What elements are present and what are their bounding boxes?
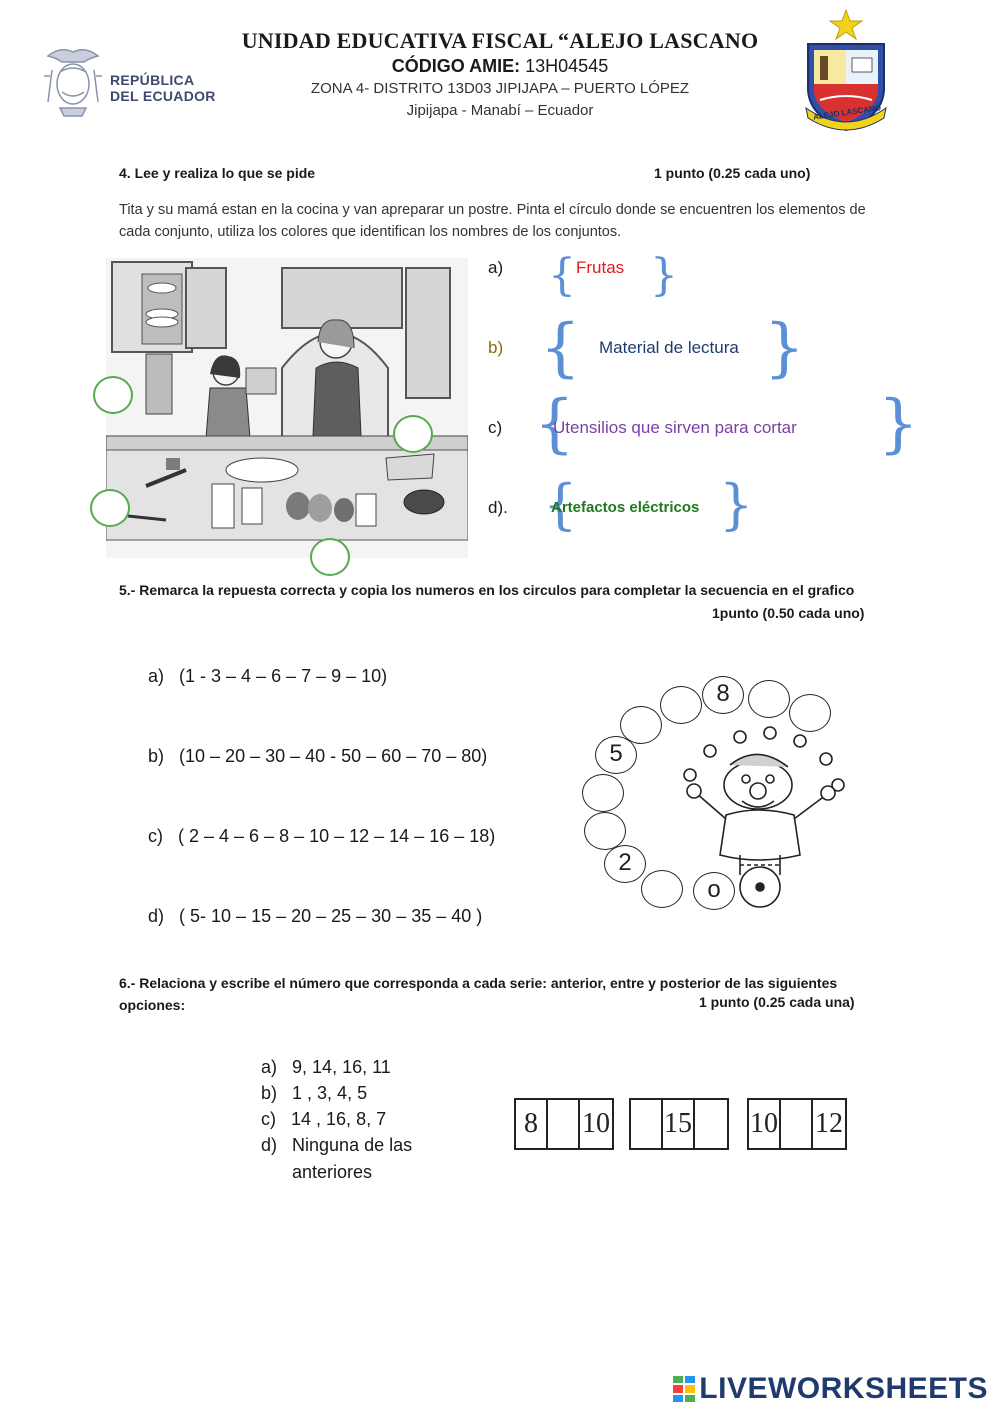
- sequence-circle[interactable]: [582, 774, 624, 812]
- q5-option-b[interactable]: b) (10 – 20 – 30 – 40 - 50 – 60 – 70 – 80): [148, 746, 488, 766]
- sequence-circle[interactable]: [584, 812, 626, 850]
- set-a-label: Frutas: [576, 258, 625, 277]
- q5-option-d[interactable]: d) ( 5- 10 – 15 – 20 – 25 – 30 – 35 – 40 ): [148, 906, 483, 926]
- city-text: Jipijapa - Manabí – Ecuador: [406, 102, 594, 119]
- q5-option-a[interactable]: a) (1 - 3 – 4 – 6 – 7 – 9 – 10): [148, 666, 388, 686]
- set-c-open-brace: {: [534, 387, 575, 461]
- q6-points: 1 punto (0.25 cada una): [699, 994, 855, 1010]
- sequence-circle-top[interactable]: 8: [702, 676, 744, 714]
- q6-option-b[interactable]: b) 1 , 3, 4, 5: [261, 1083, 368, 1103]
- sequence-circle[interactable]: [641, 870, 683, 908]
- q6-option-c[interactable]: c) 14 , 16, 8, 7: [261, 1109, 387, 1129]
- sequence-circle-bottom[interactable]: o: [693, 872, 735, 910]
- set-c-label: Utensilios que sirven para cortar: [553, 418, 797, 437]
- set-b-letter: b): [488, 338, 504, 357]
- liveworksheets-icon: [673, 1376, 695, 1402]
- q4-title: 4. Lee y realiza lo que se pide: [119, 165, 316, 181]
- liveworksheets-brand: LIVEWORKSHEETS: [699, 1372, 988, 1405]
- school-name: UNIDAD EDUCATIVA FISCAL “ALEJO LASCANO: [241, 28, 759, 53]
- ecuador-coat-of-arms-icon: [40, 42, 106, 122]
- set-d-letter: d).: [488, 498, 508, 517]
- shield-banner-text: ALEJO LASCANO: [812, 103, 882, 122]
- amie-code: [180, 56, 820, 77]
- paint-circle-2[interactable]: [393, 415, 433, 453]
- set-d-label: Artefactos eléctricos: [551, 499, 700, 516]
- amie-code-value: 13H04545: [525, 56, 609, 76]
- q6-option-a[interactable]: a) 9, 14, 16, 11: [261, 1057, 391, 1077]
- q6-title: 6.- Relaciona y escribe el número que corresponda a cada serie: anterior, entre y posterior de las siguientes opciones:: [119, 975, 838, 1013]
- kitchen-illustration: [106, 258, 468, 558]
- set-a-letter: a): [488, 258, 504, 277]
- set-a-close-brace: }: [650, 250, 678, 301]
- paint-circle-3[interactable]: [90, 489, 130, 527]
- set-b-open-brace: {: [540, 311, 581, 385]
- number-box-answer[interactable]: [781, 1100, 813, 1148]
- number-box-group-1: [514, 1098, 614, 1150]
- number-box-group-2: [629, 1098, 729, 1150]
- number-box-cell: 12: [815, 1108, 843, 1139]
- sequence-circle-bottom-left[interactable]: 2: [604, 845, 646, 883]
- set-d-open-brace: {: [543, 473, 578, 536]
- q6-option-d[interactable]: d) Ninguna de las: [261, 1135, 413, 1155]
- number-box-group-3: [747, 1098, 847, 1150]
- q5-title: 5.- Remarca la repuesta correcta y copia los numeros en los circulos para completar la secuencia en el grafico: [119, 582, 855, 598]
- number-box-answer[interactable]: [631, 1100, 663, 1148]
- number-box-cell: 15: [663, 1100, 695, 1148]
- number-box-answer[interactable]: [548, 1100, 580, 1148]
- number-box-cell: 10: [582, 1108, 610, 1139]
- q5-points: 1punto (0.50 cada uno): [712, 605, 865, 621]
- number-box-cell: 8: [516, 1100, 548, 1148]
- sequence-circle[interactable]: [748, 680, 790, 718]
- number-box-cell: 10: [749, 1100, 781, 1148]
- number-box-answer[interactable]: [695, 1100, 727, 1148]
- q5-option-c[interactable]: c) ( 2 – 4 – 6 – 8 – 10 – 12 – 14 – 16 – 18): [148, 826, 496, 846]
- set-b-label: Material de lectura: [599, 338, 739, 357]
- set-d-close-brace: }: [719, 473, 754, 536]
- set-a-open-brace: {: [548, 250, 576, 301]
- q6-option-d-continued: anteriores: [292, 1162, 373, 1182]
- paint-circle-4[interactable]: [310, 538, 350, 576]
- amie-code-label: CÓDIGO AMIE:: [391, 56, 521, 76]
- set-c-close-brace: }: [878, 387, 919, 461]
- sequence-circle-left[interactable]: 5: [595, 736, 637, 774]
- liveworksheets-logo[interactable]: [673, 1372, 988, 1406]
- sequence-circle[interactable]: [789, 694, 831, 732]
- q4-instructions: Tita y su mamá estan en la cocina y van apreparar un postre. Pinta el círculo donde se encuentren los elementos de cada conjunto, utiliza los colores que identifican los nombres de los conjuntos.: [119, 202, 866, 240]
- paint-circle-1[interactable]: [93, 376, 133, 414]
- republic-label: REPÚBLICA DEL ECUADOR: [110, 72, 216, 104]
- q4-points: 1 punto (0.25 cada uno): [654, 165, 811, 181]
- zone-text: ZONA 4- DISTRITO 13D03 JIPIJAPA – PUERTO LÓPEZ: [310, 80, 690, 97]
- set-b-close-brace: }: [764, 311, 805, 385]
- sequence-circle[interactable]: [660, 686, 702, 724]
- set-c-letter: c): [488, 418, 503, 437]
